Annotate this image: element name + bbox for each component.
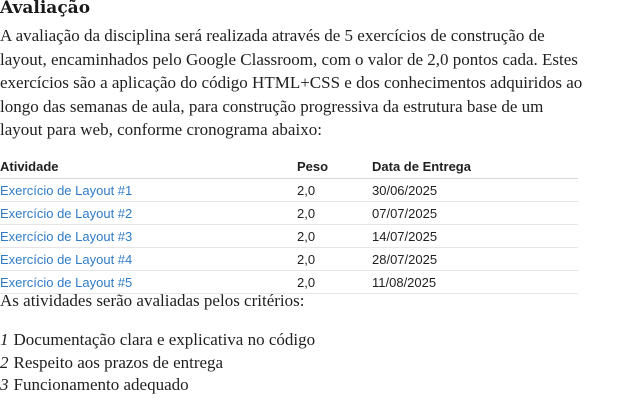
due-date-cell: 07/07/2025 [372,202,578,225]
due-date-cell: 30/06/2025 [372,179,578,202]
table-row [0,202,578,225]
criteria-number: 2 [0,352,9,372]
table-header-row [0,156,578,179]
criteria-text: Funcionamento adequado [13,375,189,394]
due-date-cell: 28/07/2025 [372,248,578,271]
due-date-cell: 14/07/2025 [372,225,578,248]
activity-link[interactable]: Exercício de Layout #4 [0,251,133,267]
criteria-intro: As atividades serão avaliadas pelos critérios: [0,291,305,310]
criteria-text: Respeito aos prazos de entrega [13,352,224,372]
header-due-date: Data de Entrega [372,156,578,179]
activity-link[interactable]: Exercício de Layout #5 [0,274,133,290]
due-date-cell: 11/08/2025 [372,271,578,294]
table-row [0,179,578,202]
criteria-item [0,352,315,375]
weight-cell: 2,0 [297,225,372,248]
criteria-list [0,329,315,397]
activity-cell [0,179,297,202]
header-weight: Peso [297,156,372,179]
weight-cell: 2,0 [297,202,372,225]
evaluation-section [0,0,640,142]
table-row [0,248,578,271]
criteria-item [0,374,315,397]
header-activity: Atividade [0,156,297,179]
weight-cell: 2,0 [297,179,372,202]
criteria-item [0,329,315,352]
schedule-table [0,156,578,294]
activity-link[interactable]: Exercício de Layout #2 [0,205,133,221]
section-title: Avaliação [0,0,91,18]
table-row [0,225,578,248]
activity-cell [0,225,297,248]
activity-cell [0,248,297,271]
activity-link[interactable]: Exercício de Layout #3 [0,228,133,244]
criteria-text: Documentação clara e explicativa no código [13,330,316,349]
section-intro: A avaliação da disciplina será realizada através de 5 exercícios de construção de layout, encaminhados pelo Google Classroom, com o valor de 2,0 pontos cada. Estes exercícios são a aplicação do código HTML+CSS e dos conhecimentos adquiridos ao longo das semanas de aula, para construção progressiva da estrutura base de um layout para web, conforme cronograma abaixo: [0,26,583,139]
weight-cell: 2,0 [297,248,372,271]
criteria-number: 1 [0,330,9,349]
activity-link[interactable]: Exercício de Layout #1 [0,182,133,198]
weight-cell: 2,0 [297,271,372,294]
criteria-number: 3 [0,375,9,394]
activity-cell [0,202,297,225]
